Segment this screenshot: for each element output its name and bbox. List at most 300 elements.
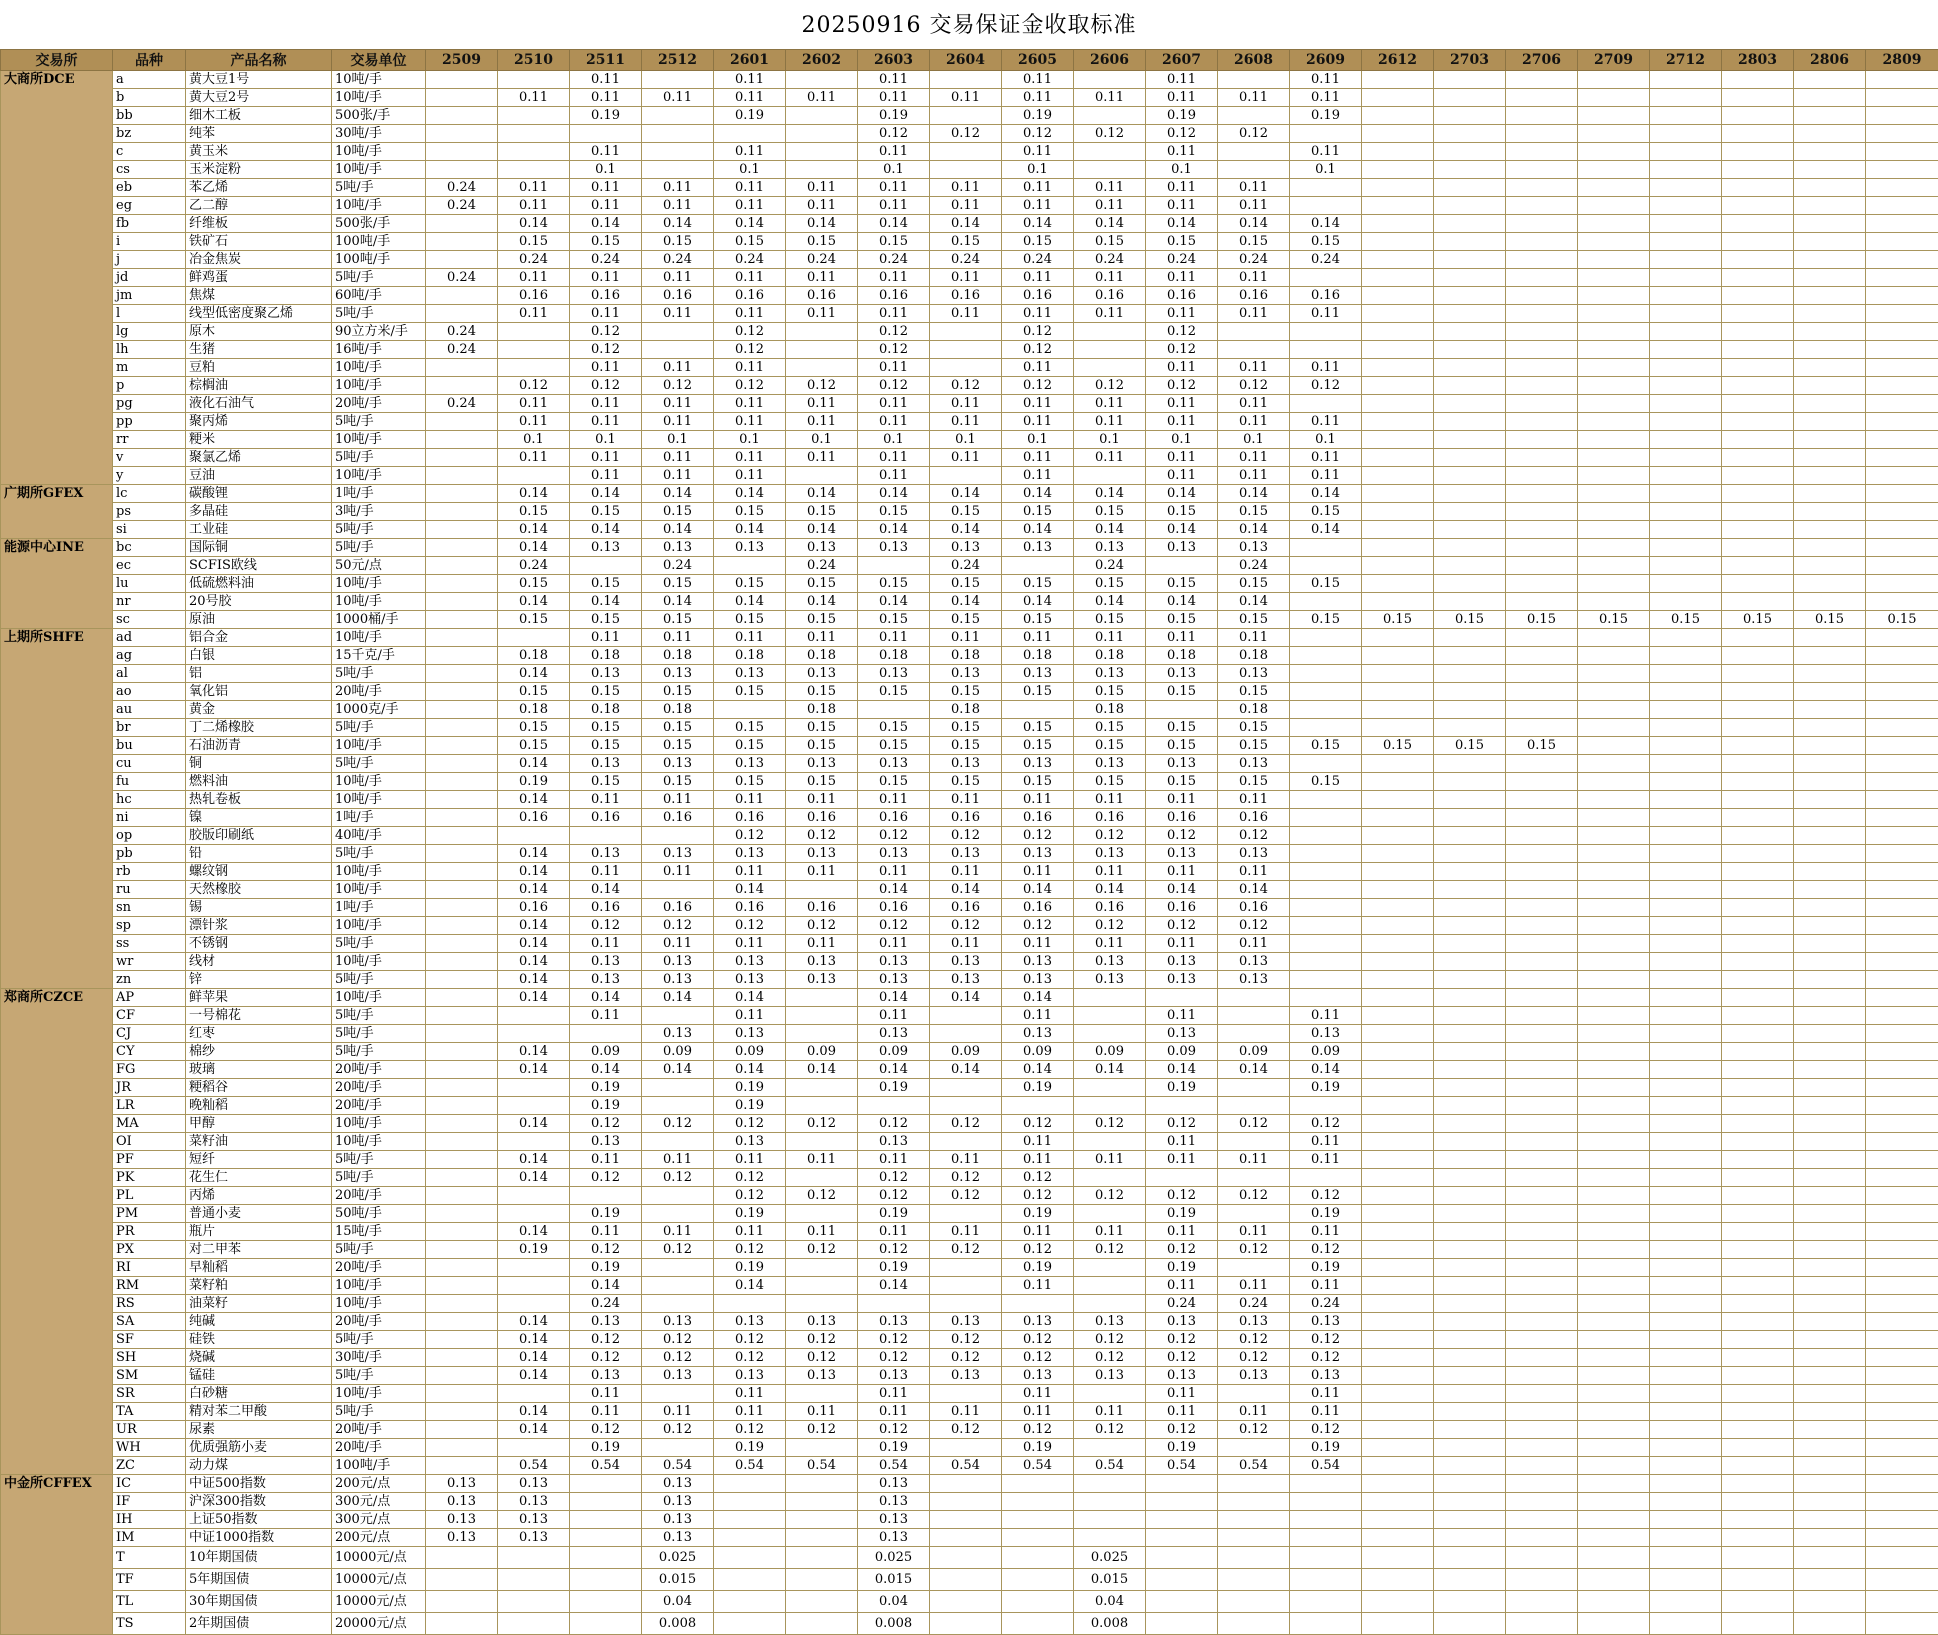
margin-rate-cell [1866, 1295, 1938, 1313]
margin-rate-cell [1290, 881, 1362, 899]
margin-rate-cell: 0.14 [570, 521, 642, 539]
table-row [1, 1025, 1938, 1043]
margin-rate-cell [426, 485, 498, 503]
margin-rate-cell [1650, 485, 1722, 503]
margin-rate-cell: 0.14 [498, 1403, 570, 1421]
margin-rate-cell [1866, 827, 1938, 845]
margin-rate-cell: 0.16 [642, 287, 714, 305]
margin-rate-cell: 0.12 [1074, 1241, 1146, 1259]
margin-rate-cell: 0.18 [858, 647, 930, 665]
margin-rate-cell [1578, 1007, 1650, 1025]
margin-rate-cell [426, 1457, 498, 1475]
margin-rate-cell [1146, 989, 1218, 1007]
margin-rate-cell: 0.16 [930, 287, 1002, 305]
margin-rate-cell: 0.19 [858, 1439, 930, 1457]
margin-rate-cell [1866, 593, 1938, 611]
table-row [1, 1205, 1938, 1223]
product-name-cell: 瓶片 [186, 1223, 332, 1241]
product-code-cell: lc [113, 485, 186, 503]
margin-rate-cell: 0.11 [642, 395, 714, 413]
margin-rate-cell [1362, 1331, 1434, 1349]
margin-rate-cell [1866, 557, 1938, 575]
margin-rate-cell [1578, 737, 1650, 755]
margin-rate-cell [1578, 395, 1650, 413]
margin-rate-cell [930, 1385, 1002, 1403]
margin-rate-cell: 0.19 [1002, 1259, 1074, 1277]
margin-rate-cell [1218, 1385, 1290, 1403]
margin-rate-cell: 0.11 [570, 1403, 642, 1421]
exchange-cell: 能源中心INE [1, 539, 113, 629]
margin-rate-cell: 0.1 [642, 431, 714, 449]
margin-rate-cell: 0.13 [930, 665, 1002, 683]
margin-rate-cell: 0.1 [1290, 431, 1362, 449]
margin-rate-cell: 0.11 [1146, 1007, 1218, 1025]
margin-rate-cell [1722, 629, 1794, 647]
product-name-cell: 粳稻谷 [186, 1079, 332, 1097]
margin-rate-cell [1650, 377, 1722, 395]
margin-rate-cell: 0.11 [858, 143, 930, 161]
header-month-2602: 2602 [786, 50, 858, 71]
table-row [1, 881, 1938, 899]
margin-rate-cell [1722, 1331, 1794, 1349]
margin-rate-cell: 0.11 [1002, 305, 1074, 323]
margin-rate-cell: 0.19 [570, 1079, 642, 1097]
trading-unit-cell: 5吨/手 [332, 1241, 426, 1259]
margin-rate-cell [1506, 827, 1578, 845]
margin-rate-cell: 0.24 [570, 1295, 642, 1313]
margin-rate-cell: 0.04 [1074, 1591, 1146, 1613]
margin-rate-cell: 0.14 [498, 215, 570, 233]
margin-rate-cell [786, 107, 858, 125]
header-month-2510: 2510 [498, 50, 570, 71]
trading-unit-cell: 500张/手 [332, 107, 426, 125]
margin-rate-cell: 0.14 [714, 215, 786, 233]
margin-rate-cell [1074, 1259, 1146, 1277]
product-name-cell: 10年期国债 [186, 1547, 332, 1569]
margin-rate-cell [1794, 1097, 1866, 1115]
margin-rate-cell: 0.24 [786, 251, 858, 269]
margin-rate-cell [1794, 737, 1866, 755]
margin-rate-cell: 0.12 [858, 1421, 930, 1439]
margin-rate-cell: 0.11 [570, 143, 642, 161]
table-row [1, 359, 1938, 377]
margin-rate-cell [426, 701, 498, 719]
table-row [1, 1169, 1938, 1187]
margin-rate-cell: 0.11 [642, 89, 714, 107]
margin-rate-cell: 0.11 [1290, 305, 1362, 323]
table-row [1, 1457, 1938, 1475]
margin-rate-cell [1794, 863, 1866, 881]
margin-rate-cell [1506, 71, 1578, 89]
margin-rate-cell: 0.11 [1290, 1385, 1362, 1403]
margin-rate-cell: 0.15 [930, 773, 1002, 791]
margin-rate-cell [1794, 1569, 1866, 1591]
margin-rate-cell [1290, 341, 1362, 359]
margin-rate-cell [1362, 143, 1434, 161]
margin-rate-cell [1578, 845, 1650, 863]
margin-rate-cell [1650, 143, 1722, 161]
margin-rate-cell: 0.12 [858, 377, 930, 395]
header-code: 品种 [113, 50, 186, 71]
margin-rate-cell [1722, 1511, 1794, 1529]
margin-rate-cell: 0.12 [858, 1169, 930, 1187]
margin-rate-cell [1506, 431, 1578, 449]
margin-rate-cell: 0.15 [1074, 737, 1146, 755]
margin-rate-cell [1362, 1385, 1434, 1403]
table-row [1, 1331, 1938, 1349]
margin-rate-cell [786, 1025, 858, 1043]
margin-rate-cell [1434, 1187, 1506, 1205]
margin-rate-cell [1650, 1475, 1722, 1493]
product-code-cell: op [113, 827, 186, 845]
table-row [1, 1115, 1938, 1133]
margin-rate-cell [1434, 629, 1506, 647]
margin-rate-cell [426, 773, 498, 791]
margin-rate-cell [1578, 1591, 1650, 1613]
margin-rate-cell: 0.14 [498, 1169, 570, 1187]
margin-rate-cell: 0.1 [714, 161, 786, 179]
margin-rate-cell [1650, 1403, 1722, 1421]
margin-rate-cell: 0.11 [858, 359, 930, 377]
margin-rate-cell [930, 1613, 1002, 1635]
product-code-cell: ag [113, 647, 186, 665]
margin-rate-cell: 0.12 [786, 1115, 858, 1133]
margin-rate-cell: 0.15 [786, 719, 858, 737]
margin-rate-cell [1506, 1241, 1578, 1259]
margin-rate-cell [1794, 827, 1866, 845]
margin-rate-cell [1722, 1295, 1794, 1313]
margin-rate-cell: 0.1 [1218, 431, 1290, 449]
margin-rate-cell [1650, 1043, 1722, 1061]
table-row [1, 377, 1938, 395]
margin-rate-cell: 0.12 [642, 917, 714, 935]
margin-rate-cell: 0.18 [1146, 647, 1218, 665]
margin-rate-cell [498, 359, 570, 377]
table-row [1, 233, 1938, 251]
margin-rate-cell: 0.14 [714, 881, 786, 899]
margin-rate-cell [1434, 197, 1506, 215]
margin-rate-cell [1362, 1529, 1434, 1547]
margin-rate-cell [1794, 1313, 1866, 1331]
margin-rate-cell [1434, 1169, 1506, 1187]
header-month-2605: 2605 [1002, 50, 1074, 71]
trading-unit-cell: 5吨/手 [332, 1151, 426, 1169]
margin-rate-cell: 0.015 [1074, 1569, 1146, 1591]
margin-rate-cell [1146, 701, 1218, 719]
margin-rate-cell [1434, 1025, 1506, 1043]
margin-rate-cell [1722, 539, 1794, 557]
table-row [1, 773, 1938, 791]
margin-rate-cell [1866, 323, 1938, 341]
margin-rate-cell [1074, 341, 1146, 359]
margin-rate-cell: 0.14 [714, 1277, 786, 1295]
product-code-cell: al [113, 665, 186, 683]
margin-rate-cell [1866, 1547, 1938, 1569]
margin-rate-cell: 0.15 [1362, 611, 1434, 629]
table-row [1, 521, 1938, 539]
margin-rate-cell [642, 1079, 714, 1097]
margin-rate-cell: 0.16 [1002, 899, 1074, 917]
margin-rate-cell: 0.15 [570, 773, 642, 791]
margin-rate-cell: 0.14 [1290, 1061, 1362, 1079]
product-name-cell: 铅 [186, 845, 332, 863]
margin-rate-cell [426, 1367, 498, 1385]
margin-rate-cell: 0.24 [1290, 251, 1362, 269]
margin-rate-cell: 0.14 [1146, 593, 1218, 611]
margin-rate-cell: 0.12 [1002, 1115, 1074, 1133]
margin-rate-cell [1434, 791, 1506, 809]
table-row [1, 1613, 1938, 1635]
trading-unit-cell: 500张/手 [332, 215, 426, 233]
margin-rate-cell [1650, 1547, 1722, 1569]
margin-rate-cell [1650, 1187, 1722, 1205]
margin-rate-cell [786, 161, 858, 179]
margin-rate-cell [1362, 125, 1434, 143]
margin-rate-cell: 0.11 [786, 629, 858, 647]
margin-rate-cell [1506, 143, 1578, 161]
margin-rate-cell [786, 1277, 858, 1295]
margin-rate-cell [1074, 1133, 1146, 1151]
margin-rate-cell: 0.14 [1290, 215, 1362, 233]
margin-rate-cell: 0.15 [1002, 575, 1074, 593]
margin-rate-cell: 0.15 [1218, 503, 1290, 521]
margin-rate-cell [1218, 1475, 1290, 1493]
margin-rate-cell [858, 701, 930, 719]
margin-rate-cell [1506, 1493, 1578, 1511]
margin-rate-cell [1650, 557, 1722, 575]
margin-rate-cell: 0.13 [858, 1529, 930, 1547]
margin-rate-cell [1506, 161, 1578, 179]
margin-rate-cell: 0.11 [1074, 863, 1146, 881]
margin-rate-cell: 0.12 [642, 1349, 714, 1367]
product-name-cell: 早籼稻 [186, 1259, 332, 1277]
margin-rate-cell: 0.11 [1146, 467, 1218, 485]
margin-rate-cell [1722, 359, 1794, 377]
margin-rate-cell: 0.24 [570, 251, 642, 269]
margin-rate-cell [1722, 1079, 1794, 1097]
trading-unit-cell: 20吨/手 [332, 683, 426, 701]
margin-rate-cell: 0.15 [570, 575, 642, 593]
margin-rate-cell [1434, 89, 1506, 107]
trading-unit-cell: 30吨/手 [332, 1349, 426, 1367]
margin-rate-cell: 0.14 [498, 593, 570, 611]
margin-rate-cell [1650, 467, 1722, 485]
margin-rate-cell [1866, 89, 1938, 107]
margin-rate-cell [498, 1025, 570, 1043]
margin-rate-cell [1218, 323, 1290, 341]
margin-rate-cell [1218, 989, 1290, 1007]
table-row [1, 971, 1938, 989]
table-row [1, 1529, 1938, 1547]
margin-rate-cell [1722, 1007, 1794, 1025]
margin-rate-cell [1650, 323, 1722, 341]
product-code-cell: FG [113, 1061, 186, 1079]
margin-rate-cell: 0.11 [1146, 71, 1218, 89]
margin-rate-cell: 0.24 [930, 251, 1002, 269]
margin-rate-cell: 0.14 [786, 593, 858, 611]
margin-rate-cell [1506, 791, 1578, 809]
margin-rate-cell: 0.16 [498, 899, 570, 917]
margin-rate-cell: 0.12 [714, 1421, 786, 1439]
margin-rate-cell [1506, 89, 1578, 107]
margin-rate-cell: 0.1 [1290, 161, 1362, 179]
margin-rate-cell [1578, 1205, 1650, 1223]
margin-rate-cell: 0.1 [1146, 161, 1218, 179]
table-row [1, 269, 1938, 287]
margin-rate-cell [1074, 1475, 1146, 1493]
margin-rate-cell: 0.19 [1146, 1259, 1218, 1277]
margin-rate-cell [1722, 665, 1794, 683]
margin-rate-cell [1722, 1223, 1794, 1241]
product-code-cell: AP [113, 989, 186, 1007]
margin-rate-cell: 0.11 [1074, 413, 1146, 431]
margin-rate-cell [1434, 323, 1506, 341]
margin-rate-cell: 0.11 [1146, 1151, 1218, 1169]
margin-rate-cell [1794, 125, 1866, 143]
table-row [1, 1367, 1938, 1385]
product-name-cell: 铁矿石 [186, 233, 332, 251]
margin-rate-cell [1434, 215, 1506, 233]
margin-rate-cell: 0.11 [1218, 1277, 1290, 1295]
margin-rate-cell [1506, 863, 1578, 881]
margin-rate-cell: 0.14 [642, 485, 714, 503]
margin-rate-cell: 0.14 [498, 845, 570, 863]
margin-rate-cell: 0.11 [1290, 1133, 1362, 1151]
margin-rate-cell [1146, 1475, 1218, 1493]
margin-rate-cell [1506, 557, 1578, 575]
margin-rate-cell: 0.11 [786, 1223, 858, 1241]
margin-rate-cell: 0.12 [1074, 377, 1146, 395]
product-code-cell: ec [113, 557, 186, 575]
margin-rate-cell [1506, 935, 1578, 953]
margin-rate-cell: 0.14 [858, 485, 930, 503]
margin-rate-cell: 0.12 [1218, 1421, 1290, 1439]
margin-rate-cell: 0.13 [426, 1493, 498, 1511]
margin-rate-cell: 0.11 [714, 1403, 786, 1421]
product-name-cell: 2年期国债 [186, 1613, 332, 1635]
margin-rate-cell [1722, 521, 1794, 539]
margin-rate-cell: 0.12 [1290, 1349, 1362, 1367]
margin-rate-cell [930, 1547, 1002, 1569]
margin-rate-cell: 0.15 [1578, 611, 1650, 629]
margin-rate-cell [1794, 1115, 1866, 1133]
margin-rate-cell [1650, 863, 1722, 881]
margin-rate-cell: 0.11 [714, 197, 786, 215]
product-code-cell: cs [113, 161, 186, 179]
margin-rate-cell: 0.14 [1146, 1061, 1218, 1079]
table-row [1, 323, 1938, 341]
margin-rate-cell [1650, 1529, 1722, 1547]
margin-rate-cell: 0.11 [1074, 89, 1146, 107]
margin-rate-cell [1218, 1439, 1290, 1457]
margin-rate-cell [1290, 1591, 1362, 1613]
margin-rate-cell [1218, 107, 1290, 125]
margin-rate-cell [1650, 1025, 1722, 1043]
margin-rate-cell [1794, 1151, 1866, 1169]
margin-rate-cell [426, 683, 498, 701]
margin-rate-cell [1578, 1295, 1650, 1313]
margin-rate-cell: 0.12 [714, 1169, 786, 1187]
margin-rate-cell [930, 359, 1002, 377]
margin-rate-cell [1650, 1259, 1722, 1277]
margin-rate-cell: 0.11 [930, 863, 1002, 881]
margin-rate-cell [1650, 917, 1722, 935]
margin-rate-cell [1506, 449, 1578, 467]
margin-rate-cell [1794, 1061, 1866, 1079]
margin-rate-cell [1794, 269, 1866, 287]
margin-rate-cell [1794, 1169, 1866, 1187]
trading-unit-cell: 5吨/手 [332, 305, 426, 323]
product-code-cell: SA [113, 1313, 186, 1331]
margin-rate-cell: 0.11 [714, 71, 786, 89]
margin-rate-cell: 0.14 [858, 593, 930, 611]
margin-rate-cell: 0.11 [786, 269, 858, 287]
margin-rate-cell [1362, 539, 1434, 557]
margin-rate-cell [1362, 1259, 1434, 1277]
margin-rate-cell: 0.15 [786, 773, 858, 791]
margin-rate-cell: 0.11 [930, 413, 1002, 431]
margin-rate-cell: 0.12 [1074, 1331, 1146, 1349]
margin-rate-cell: 0.14 [570, 593, 642, 611]
margin-rate-cell: 0.11 [1218, 629, 1290, 647]
margin-rate-cell: 0.54 [858, 1457, 930, 1475]
trading-unit-cell: 10吨/手 [332, 143, 426, 161]
margin-rate-cell [1866, 1115, 1938, 1133]
trading-unit-cell: 20吨/手 [332, 1097, 426, 1115]
margin-rate-cell: 0.12 [786, 917, 858, 935]
margin-rate-cell [1434, 287, 1506, 305]
table-row [1, 503, 1938, 521]
margin-rate-cell: 0.11 [1146, 1403, 1218, 1421]
trading-unit-cell: 300元/点 [332, 1511, 426, 1529]
margin-rate-cell: 0.12 [1146, 323, 1218, 341]
margin-rate-cell [1434, 917, 1506, 935]
margin-rate-cell [498, 323, 570, 341]
margin-rate-cell: 0.12 [642, 1421, 714, 1439]
margin-rate-cell: 0.15 [1290, 503, 1362, 521]
margin-rate-cell: 0.15 [1506, 737, 1578, 755]
margin-rate-cell: 0.11 [1218, 791, 1290, 809]
margin-rate-cell: 0.13 [1290, 1313, 1362, 1331]
margin-rate-cell [570, 125, 642, 143]
margin-rate-cell [1578, 1115, 1650, 1133]
margin-rate-cell: 0.12 [930, 377, 1002, 395]
product-name-cell: 尿素 [186, 1421, 332, 1439]
margin-rate-cell: 0.12 [1146, 1115, 1218, 1133]
product-code-cell: nr [113, 593, 186, 611]
margin-rate-cell: 0.15 [786, 683, 858, 701]
margin-rate-cell [1722, 1259, 1794, 1277]
margin-rate-cell [1650, 395, 1722, 413]
margin-rate-cell: 0.24 [498, 557, 570, 575]
margin-rate-cell: 0.12 [858, 1349, 930, 1367]
margin-rate-cell [1434, 1569, 1506, 1591]
margin-rate-cell: 0.15 [858, 503, 930, 521]
margin-rate-cell: 0.14 [714, 593, 786, 611]
margin-rate-cell [1650, 287, 1722, 305]
header-row [1, 50, 1938, 71]
margin-rate-cell [1866, 953, 1938, 971]
margin-rate-cell: 0.13 [1218, 1367, 1290, 1385]
margin-rate-cell [1218, 341, 1290, 359]
margin-rate-cell: 0.13 [426, 1475, 498, 1493]
margin-rate-cell: 0.14 [1074, 521, 1146, 539]
margin-rate-cell: 0.13 [786, 1367, 858, 1385]
margin-rate-cell [1290, 827, 1362, 845]
margin-rate-cell: 0.12 [642, 1169, 714, 1187]
margin-rate-cell [1362, 899, 1434, 917]
margin-rate-cell [1506, 1591, 1578, 1613]
